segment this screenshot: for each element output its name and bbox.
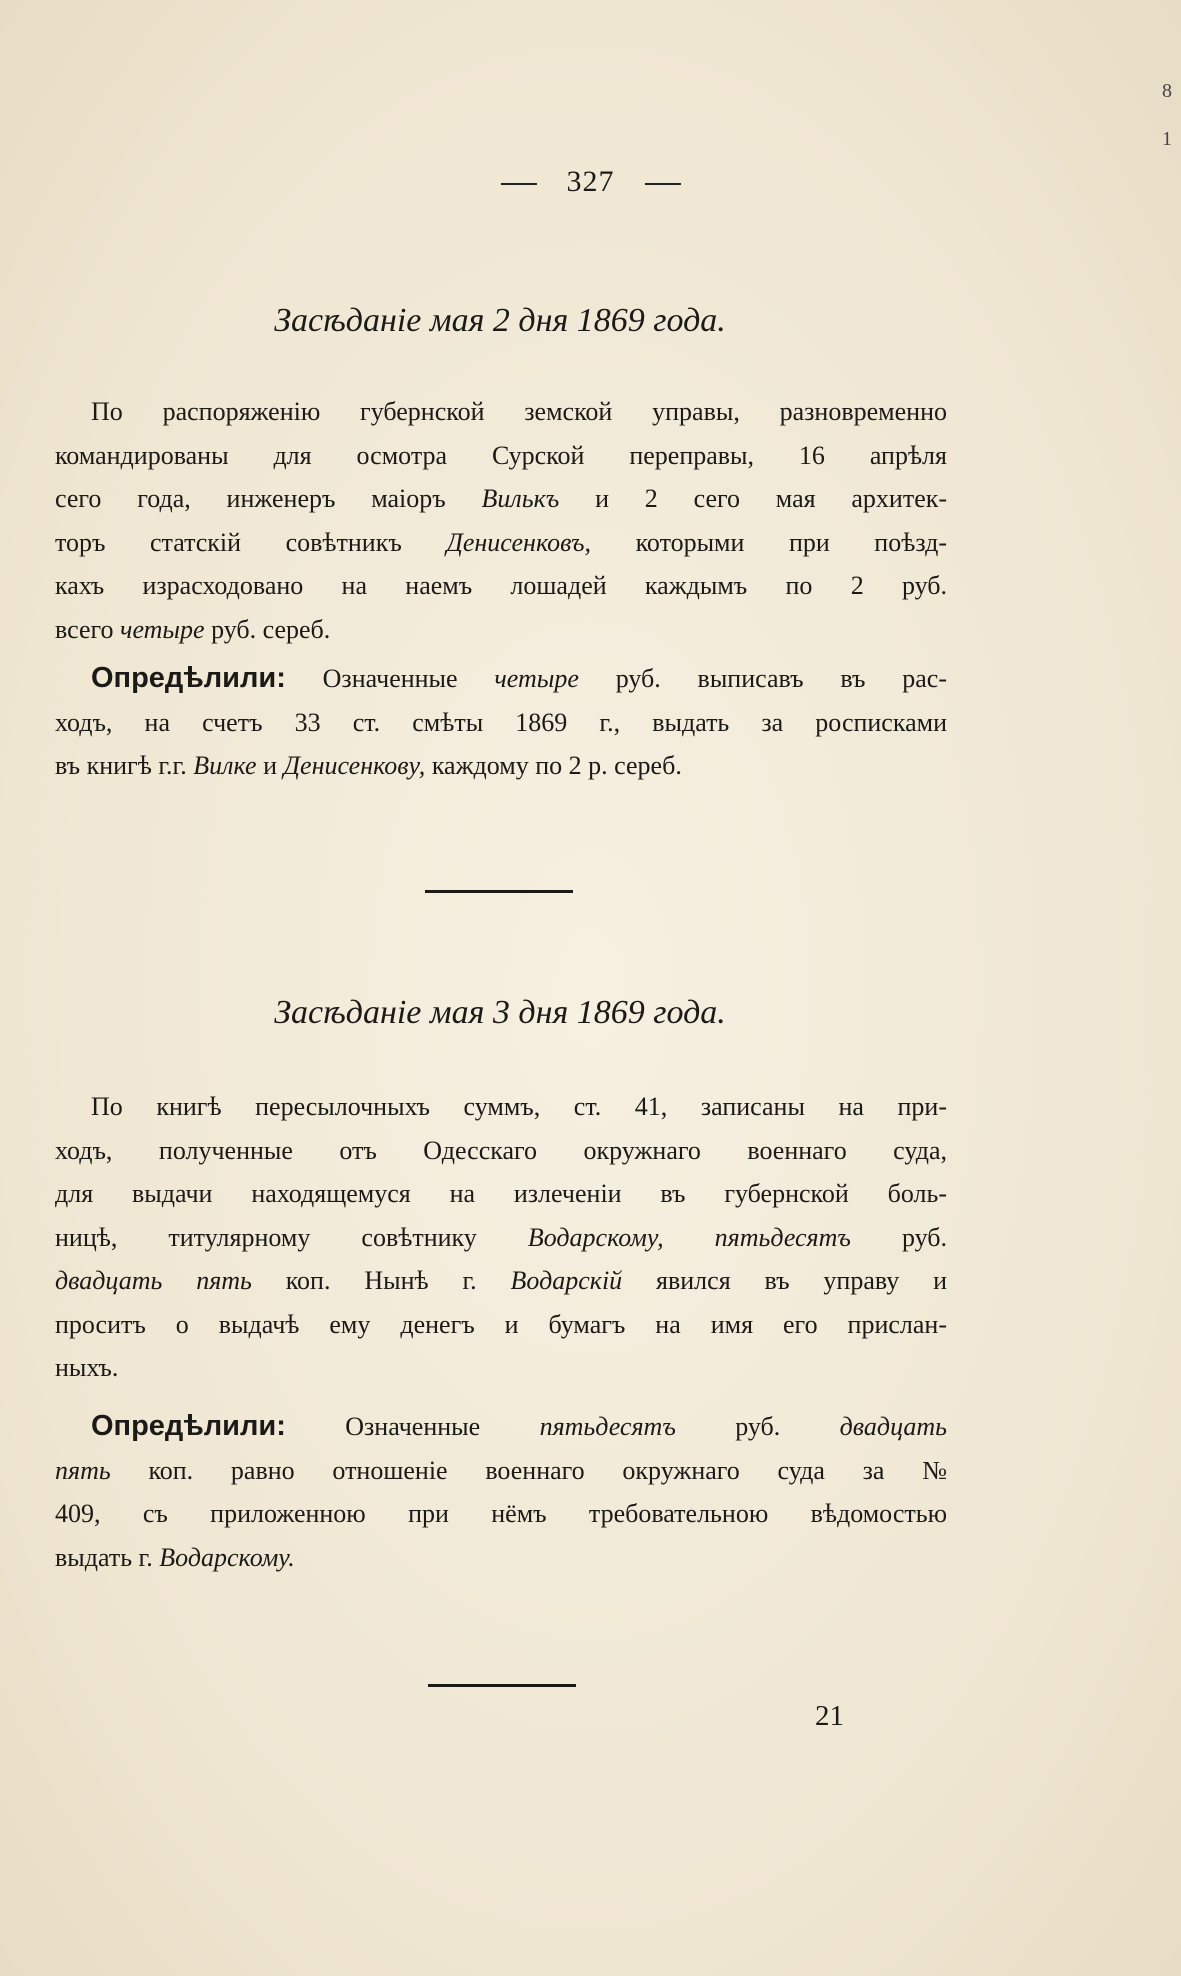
section-title-1: Засѣданіе мая 2 дня 1869 года. [274,302,726,339]
text-line: 409, съ приложенною при нёмъ требовательною вѣдомостью [55,1499,947,1528]
text-line: двадцать пять коп. Нынѣ г. Водарскій явился въ управу и [55,1266,948,1295]
text-line: торъ статскій совѣтникъ Денисенковъ, которыми при поѣзд- [55,527,948,557]
section-divider [428,1684,576,1687]
text-line: въ книгѣ г.г. Вилке и Денисенкову, каждому по 2 р. сереб. [55,751,682,780]
page-number-header [0,165,1181,199]
text-line: Опредѣлили: Означенные четыре руб. выписавъ въ рас- [91,662,947,694]
text-line: для выдачи находящемуся на излеченіи въ губернской боль- [55,1179,947,1208]
section-title-2: Засѣданіе мая 3 дня 1869 года. [274,994,726,1031]
text-line: проситъ о выдачѣ ему денегъ и бумагъ на имя его прислан- [55,1309,947,1339]
text-line: ныхъ. [55,1353,119,1382]
text-line: пять коп. равно отношеніе военнаго окружнаго суда за № [55,1455,947,1485]
section-2-paragraph [55,1085,947,1390]
header-dash-left [501,183,537,185]
text-line: ходъ, полученные отъ Одесскаго окружнаго военнаго суда, [55,1135,947,1165]
text-line: кахъ израсходовано на наемъ лошадей каждымъ по 2 руб. [55,571,947,600]
edge-mark: 1 [1162,128,1172,150]
text-line: Опредѣлили: Означенные пятьдесятъ руб. двадцать [91,1410,947,1442]
text-line: сего года, инженеръ маіоръ Вилькъ и 2 сего мая архитек- [55,484,948,513]
page-number: 327 [566,165,615,198]
text-line: По книгѣ пересылочныхъ суммъ, ст. 41, записаны на при- [91,1092,947,1121]
text-line: командированы для осмотра Сурской переправы, 16 апрѣля [55,440,947,470]
text-line: всего четыре руб. сереб. [55,614,331,644]
section-1-paragraph [55,390,947,651]
text-line: По распоряженію губернской земской управы, разновременно [91,397,947,426]
section-1-resolution [55,657,947,788]
text-line: ницѣ, титулярному совѣтнику Водарскому, пятьдесятъ руб. [55,1222,948,1252]
text-line: выдать г. Водарскому. [55,1542,295,1572]
signature-mark: 21 [815,1700,844,1732]
section-2-resolution [55,1405,947,1579]
text-line: ходъ, на счетъ 33 ст. смѣты 1869 г., выдать за росписками [55,707,947,737]
section-divider [425,890,573,893]
edge-mark: 8 [1162,80,1172,102]
header-dash-right [645,183,681,185]
